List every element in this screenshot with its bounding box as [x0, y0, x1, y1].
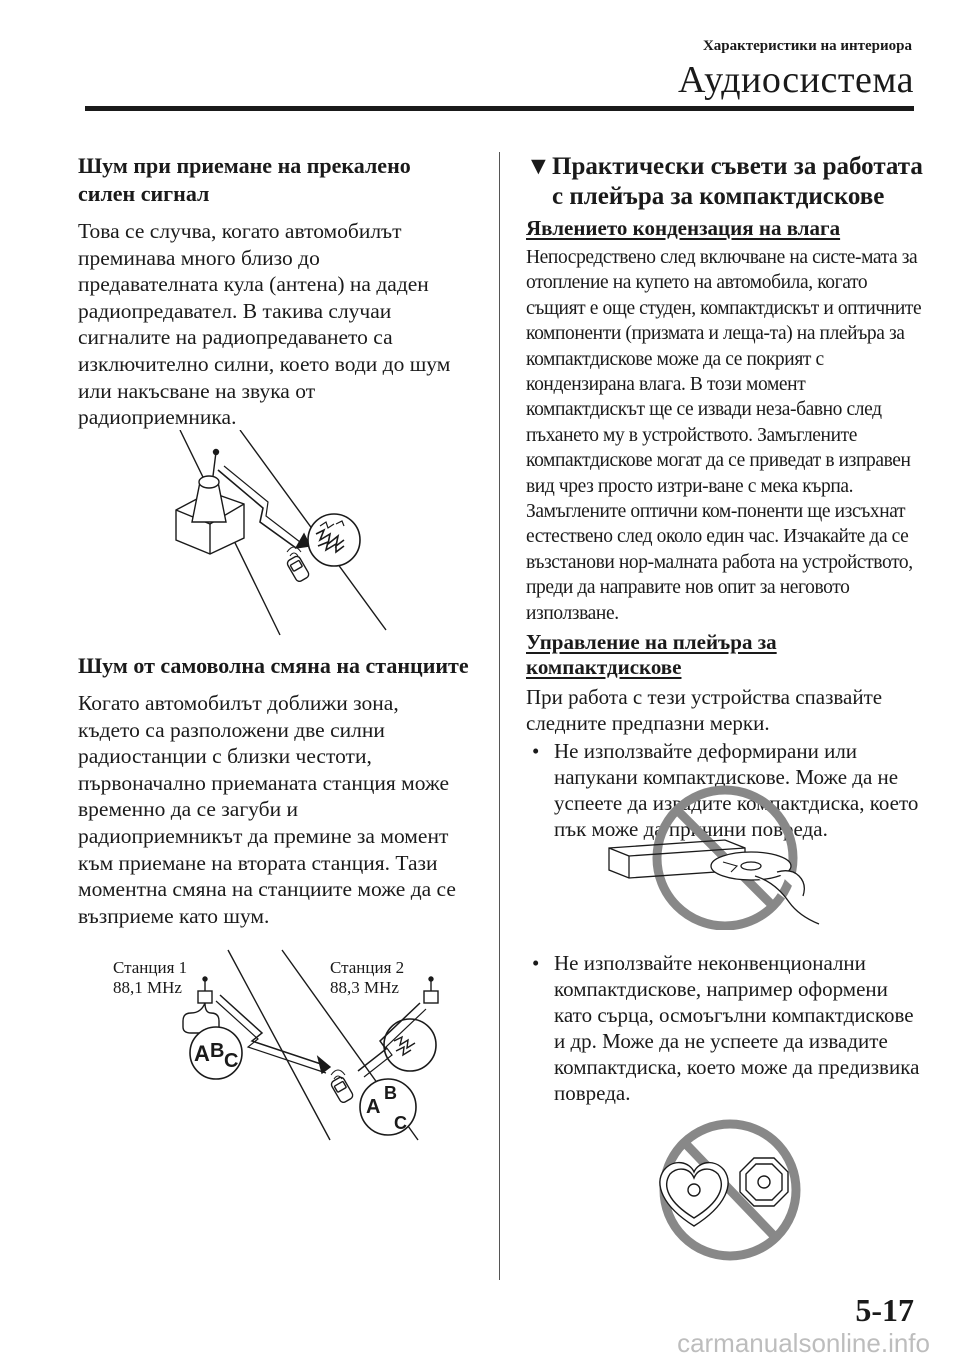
station2-tower-icon: [424, 977, 438, 1003]
bullet-dot: •: [532, 739, 540, 764]
bullet-deformed-cds: • Не използвайте деформирани или напукани компактдискове. Може да не успеете да извадите компактдиска, което пък може да причини повреда.: [532, 739, 919, 842]
header-rule: [85, 106, 914, 111]
car-icon: [330, 1076, 354, 1104]
running-header-section: Характеристики на интериора: [702, 38, 912, 54]
heading-strong-signal-noise: Шум при приемане на прекалено силен сигнал: [78, 153, 411, 206]
bullet-unconventional-cds: • Не използвайте неконвенционални компактдискове, например оформени като сърца, осмоъгълни компактдискове и др. Може да не успеете да извадите компактдиска, което може да предизвика повреда.: [532, 951, 920, 1105]
paragraph-cd-handling: При работа с тези устройства спазвайте следните предпазни мерки.: [526, 685, 883, 736]
section-title-cd-tips: ▼ Практически съвети за работата с плейъра за компактдискове: [526, 153, 923, 210]
car-icon: [286, 555, 310, 583]
figure-strong-signal: [168, 430, 418, 640]
column-divider: [499, 152, 500, 1280]
station1-tower-icon: [183, 977, 219, 1033]
figure-station-switch: [180, 945, 440, 1145]
bullet-dot: •: [532, 951, 540, 975]
station2-noise-bubble: [384, 1019, 436, 1071]
svg-text:A: A: [194, 1041, 210, 1066]
subheading-cd-handling: Управление на плейъра за компактдискове: [526, 630, 777, 680]
station2-label: Станция 2 88,3 MHz: [330, 958, 405, 997]
paragraph-strong-signal: Това се случва, когато автомобилът преминава много близо до предавателната кула (антена) на даден радиопредавател. В такива случаи сигналите на радиопредаването са изключително силни, което води до шум или накъсване на звука от радиоприемника.: [78, 219, 451, 430]
triangle-bullet-icon: ▼: [526, 153, 551, 180]
figure-no-cracked-cd: [605, 780, 845, 930]
paragraph-station-switch: Когато автомобилът доближи зона, където са разположени две силни радиостанции с близки честоти, първоначално приеманата станция може временно да се загуби и радиоприемникът да премине за момент към приемане на втората станция. Тази моментна смяна на станциите може да се възприеме като шум.: [78, 691, 456, 928]
watermark-text: carmanualsonline.info: [677, 1328, 930, 1358]
cd-disc-icon: [711, 852, 791, 880]
figure-no-shaped-cd: [640, 1106, 820, 1266]
left-column: [78, 152, 478, 431]
station1-label: Станция 1 88,1 MHz: [113, 958, 188, 997]
svg-text:B: B: [210, 1040, 225, 1062]
subheading-condensation: Явлението кондензация на влага: [526, 216, 841, 240]
road-edge-left: [228, 950, 330, 1140]
page-number: 5-17: [855, 1292, 914, 1328]
running-header-title: Аудиосистема: [678, 59, 914, 101]
svg-text:C: C: [394, 1113, 407, 1133]
right-column: [526, 152, 926, 842]
left-column-2: [78, 652, 478, 929]
svg-text:A: A: [366, 1096, 381, 1118]
heading-station-switch-noise: Шум от самоволна смяна на станциите: [78, 653, 469, 678]
paragraph-condensation: Непосредствено след включване на систе-мата за отопление на купето на автомобила, когато същият е още студен, компактдискът и оптичните компоненти (призмата и леща-та) на плейъра за компактдискове може да се покрият с кондензирана влага. В този момент компактдискът ще се извади неза-бавно след пъхането му в устройството. Замъглените компактдискове могат да се приведат в изправен вид чрез просто изтри-ване с мека кърпа. Замъглените оптични ком-поненти ще изсъхнат естествено след около един час. Изчакайте да се възстанови нор-малната работа на устройството, преди да направите нов опит за неговото използване.: [526, 247, 922, 624]
svg-text:B: B: [384, 1083, 397, 1103]
svg-text:C: C: [224, 1050, 239, 1072]
